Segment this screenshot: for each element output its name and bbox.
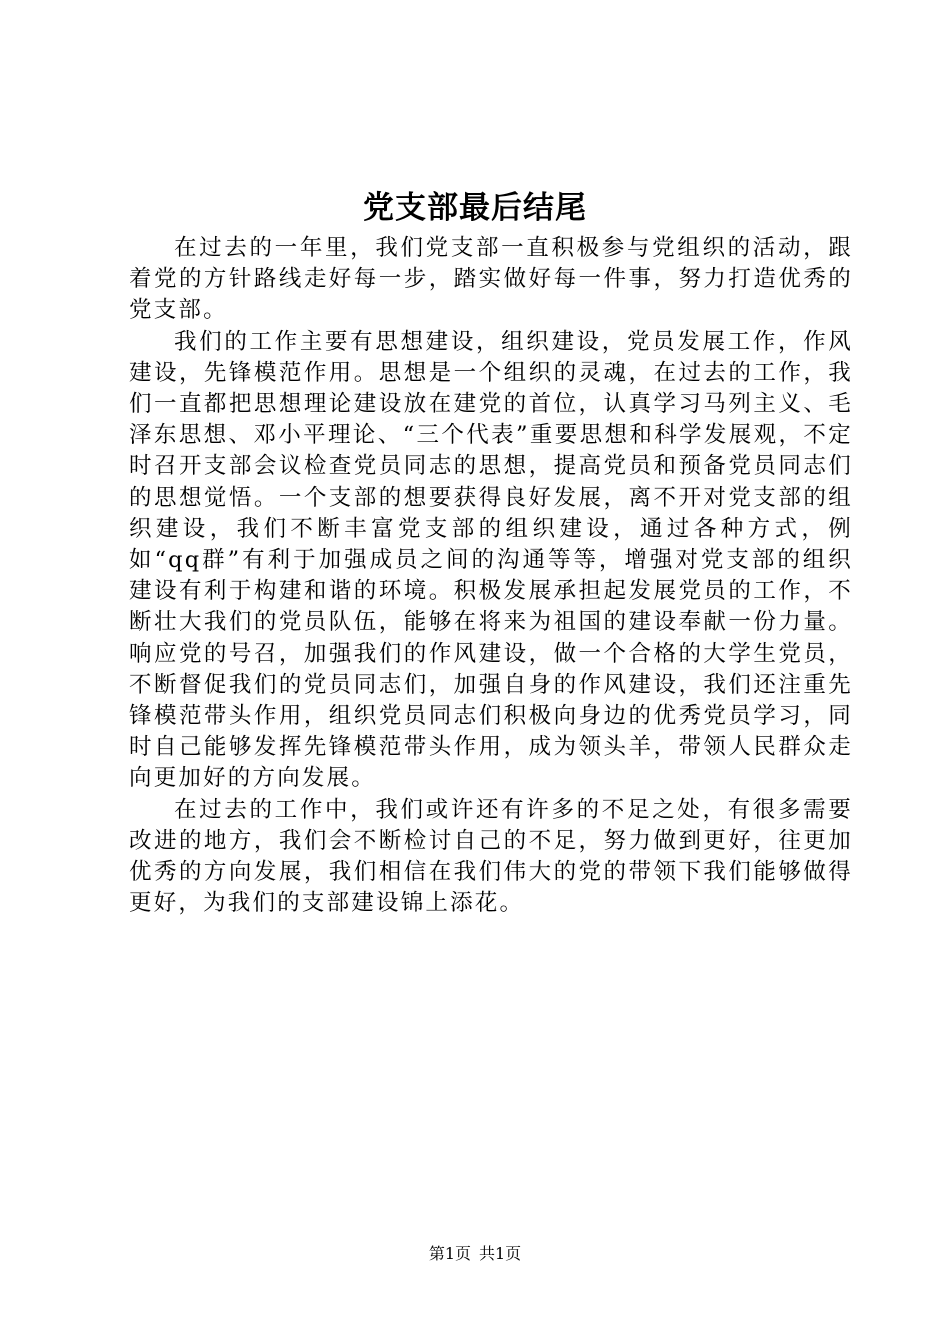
paragraph: 在过去的一年里，我们党支部一直积极参与党组织的活动，跟着党的方针路线走好每一步，踏实做好每一件事，努力打造优秀的党支部。 [129,235,853,324]
page-footer [0,1243,950,1265]
document-title: 党支部最后结尾 [363,190,587,226]
page-total: 共1页 [479,1244,522,1263]
document-body [129,233,853,919]
page-number: 第1页 [428,1244,471,1263]
paragraph: 我们的工作主要有思想建设，组织建设，党员发展工作，作风建设，先锋模范作用。思想是一个组织的灵魂，在过去的工作，我们一直都把思想理论建设放在建党的首位，认真学习马列主义、毛泽东思想、邓小平理论、“三个代表”重要思想和科学发展观，不定时召开支部会议检查党员同志的思想，提高党员和预备党员同志们的思想觉悟。一个支部的想要获得良好发展，离不开对党支部的组织建设，我们不断丰富党支部的组织建设，通过各种方式，例如“qq群”有利于加强成员之间的沟通等等，增强对党支部的组织建设有利于构建和谐的环境。积极发展承担起发展党员的工作，不断壮大我们的党员队伍，能够在将来为祖国的建设奉献一份力量。响应党的号召，加强我们的作风建设，做一个合格的大学生党员，不断督促我们的党员同志们，加强自身的作风建设，我们还注重先锋模范带头作用，组织党员同志们积极向身边的优秀党员学习，同时自己能够发挥先锋模范带头作用，成为领头羊，带领人民群众走向更加好的方向发展。 [129,328,853,792]
paragraph: 在过去的工作中，我们或许还有许多的不足之处，有很多需要改进的地方，我们会不断检讨自己的不足，努力做到更好，往更加优秀的方向发展，我们相信在我们伟大的党的带领下我们能够做得更好，为我们的支部建设锦上添花。 [129,796,853,917]
